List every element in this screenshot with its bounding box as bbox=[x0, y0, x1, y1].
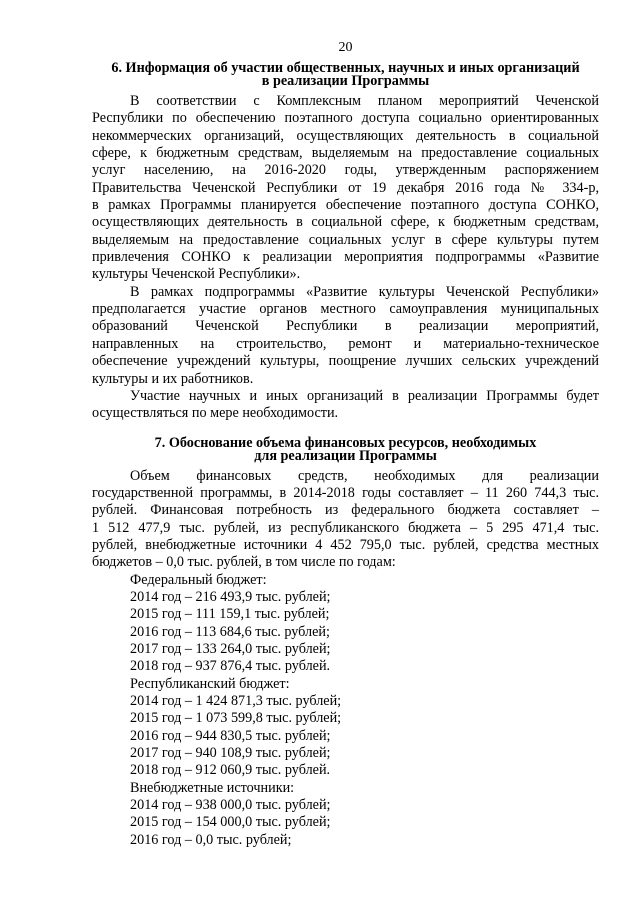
text-line: осуществляющих деятельность в социальной сфере, к бюджетным средствам, bbox=[92, 214, 599, 231]
section-6-title-line: 6. Информация об участии общественных, научных и иных организаций bbox=[111, 60, 580, 76]
text-line: сфере, к бюджетным средствам, выделяемым на предоставление социальных bbox=[92, 145, 599, 162]
text-line: осуществляться по мере необходимости. bbox=[92, 405, 339, 422]
text-line: Участие научных и иных организаций в реализации Программы будет bbox=[130, 387, 599, 404]
list-item: 2016 год – 113 684,6 тыс. рублей; bbox=[130, 623, 330, 640]
list-item: 2018 год – 937 876,4 тыс. рублей. bbox=[130, 658, 331, 675]
section-6-title-line: в реализации Программы bbox=[261, 73, 430, 89]
republic-budget-list bbox=[92, 676, 599, 780]
list-item: 2016 год – 944 830,5 тыс. рублей; bbox=[130, 727, 331, 744]
text-line: образований Чеченской Республики в реализации мероприятий, bbox=[92, 318, 599, 335]
text-line: культуры Чеченской Республики». bbox=[92, 266, 301, 283]
text-line: услуг населению, на 2016-2020 годы, утвержденным распоряжением bbox=[92, 162, 599, 179]
text-line: В соответствии с Комплексным планом мероприятий Чеченской bbox=[130, 93, 599, 109]
document-page bbox=[92, 40, 599, 849]
extrabudgetary-list bbox=[92, 780, 599, 849]
list-item: 2014 год – 216 493,9 тыс. рублей; bbox=[130, 588, 331, 605]
text-line: некоммерческих организаций, осуществляющих деятельность в социальной bbox=[92, 127, 599, 144]
section-7-title-line: 7. Обоснование объема финансовых ресурсов, необходимых bbox=[154, 434, 537, 451]
page-number: 20 bbox=[338, 40, 353, 55]
section-7 bbox=[92, 434, 599, 850]
text-line: предполагается участие органов местного самоуправления муниципальных bbox=[92, 301, 599, 318]
text-line: культуры и их работников. bbox=[92, 370, 254, 387]
list-item: 2016 год – 0,0 тыс. рублей; bbox=[130, 831, 292, 848]
text-line: Республики по обеспечению поэтапного доступа социально ориентированных bbox=[92, 110, 599, 127]
text-line: Правительства Чеченской Республики от 19 декабря 2016 года № 334-р, bbox=[92, 179, 599, 196]
list-item: 2017 год – 940 108,9 тыс. рублей; bbox=[130, 745, 331, 762]
text-line: В рамках подпрограммы «Развитие культуры Чеченской Республики» bbox=[130, 283, 599, 300]
federal-budget-list bbox=[92, 572, 599, 676]
section-6-title bbox=[92, 62, 599, 88]
list-item: 2015 год – 111 159,1 тыс. рублей; bbox=[130, 606, 330, 623]
republic-budget-label: Республиканский бюджет: bbox=[130, 675, 290, 692]
text-line: в рамках Программы планируется обеспечение поэтапного доступа СОНКО, bbox=[92, 197, 599, 214]
section-6-paragraph-3 bbox=[92, 388, 599, 423]
text-line: рублей, внебюджетные источники 4 452 795,0 тыс. рублей, средства местных bbox=[92, 536, 599, 553]
section-7-paragraph-1 bbox=[92, 468, 599, 572]
text-line: рублей. Финансовая потребность из федерального бюджета составляет – bbox=[92, 502, 599, 519]
text-line: 1 512 477,9 тыс. рублей, из республиканского бюджета – 5 295 471,4 тыс. bbox=[92, 519, 599, 536]
list-item: 2018 год – 912 060,9 тыс. рублей. bbox=[130, 762, 331, 779]
list-item: 2014 год – 938 000,0 тыс. рублей; bbox=[130, 797, 331, 814]
section-7-title-line: для реализации Программы bbox=[254, 447, 437, 464]
list-item: 2014 год – 1 424 871,3 тыс. рублей; bbox=[130, 693, 342, 709]
list-item: 2015 год – 154 000,0 тыс. рублей; bbox=[130, 814, 331, 831]
section-7-title bbox=[92, 434, 599, 464]
text-line: привлечения СОНКО к реализации мероприятия подпрограммы «Развитие bbox=[92, 249, 599, 266]
text-line: государственной программы, в 2014-2018 годы составляет – 11 260 744,3 тыс. bbox=[92, 484, 599, 501]
text-line: направленных на строительство, ремонт и материально-техническое bbox=[92, 335, 599, 352]
list-item: 2017 год – 133 264,0 тыс. рублей; bbox=[130, 640, 331, 657]
text-line: обеспечение учреждений культуры, поощрение лучших сельских учреждений bbox=[92, 353, 599, 370]
text-line: выделяемым на предоставление социальных услуг в сфере культуры путем bbox=[92, 231, 599, 248]
extrabudgetary-label: Внебюджетные источники: bbox=[130, 779, 295, 796]
list-item: 2015 год – 1 073 599,8 тыс. рублей; bbox=[130, 710, 342, 727]
section-6-paragraph-2 bbox=[92, 284, 599, 388]
text-line: бюджетов – 0,0 тыс. рублей, в том числе по годам: bbox=[92, 554, 396, 571]
section-6-paragraph-1 bbox=[92, 93, 599, 284]
text-line: Объем финансовых средств, необходимых для реализации bbox=[130, 467, 599, 484]
federal-budget-label: Федеральный бюджет: bbox=[130, 571, 267, 588]
section-6 bbox=[92, 62, 599, 423]
